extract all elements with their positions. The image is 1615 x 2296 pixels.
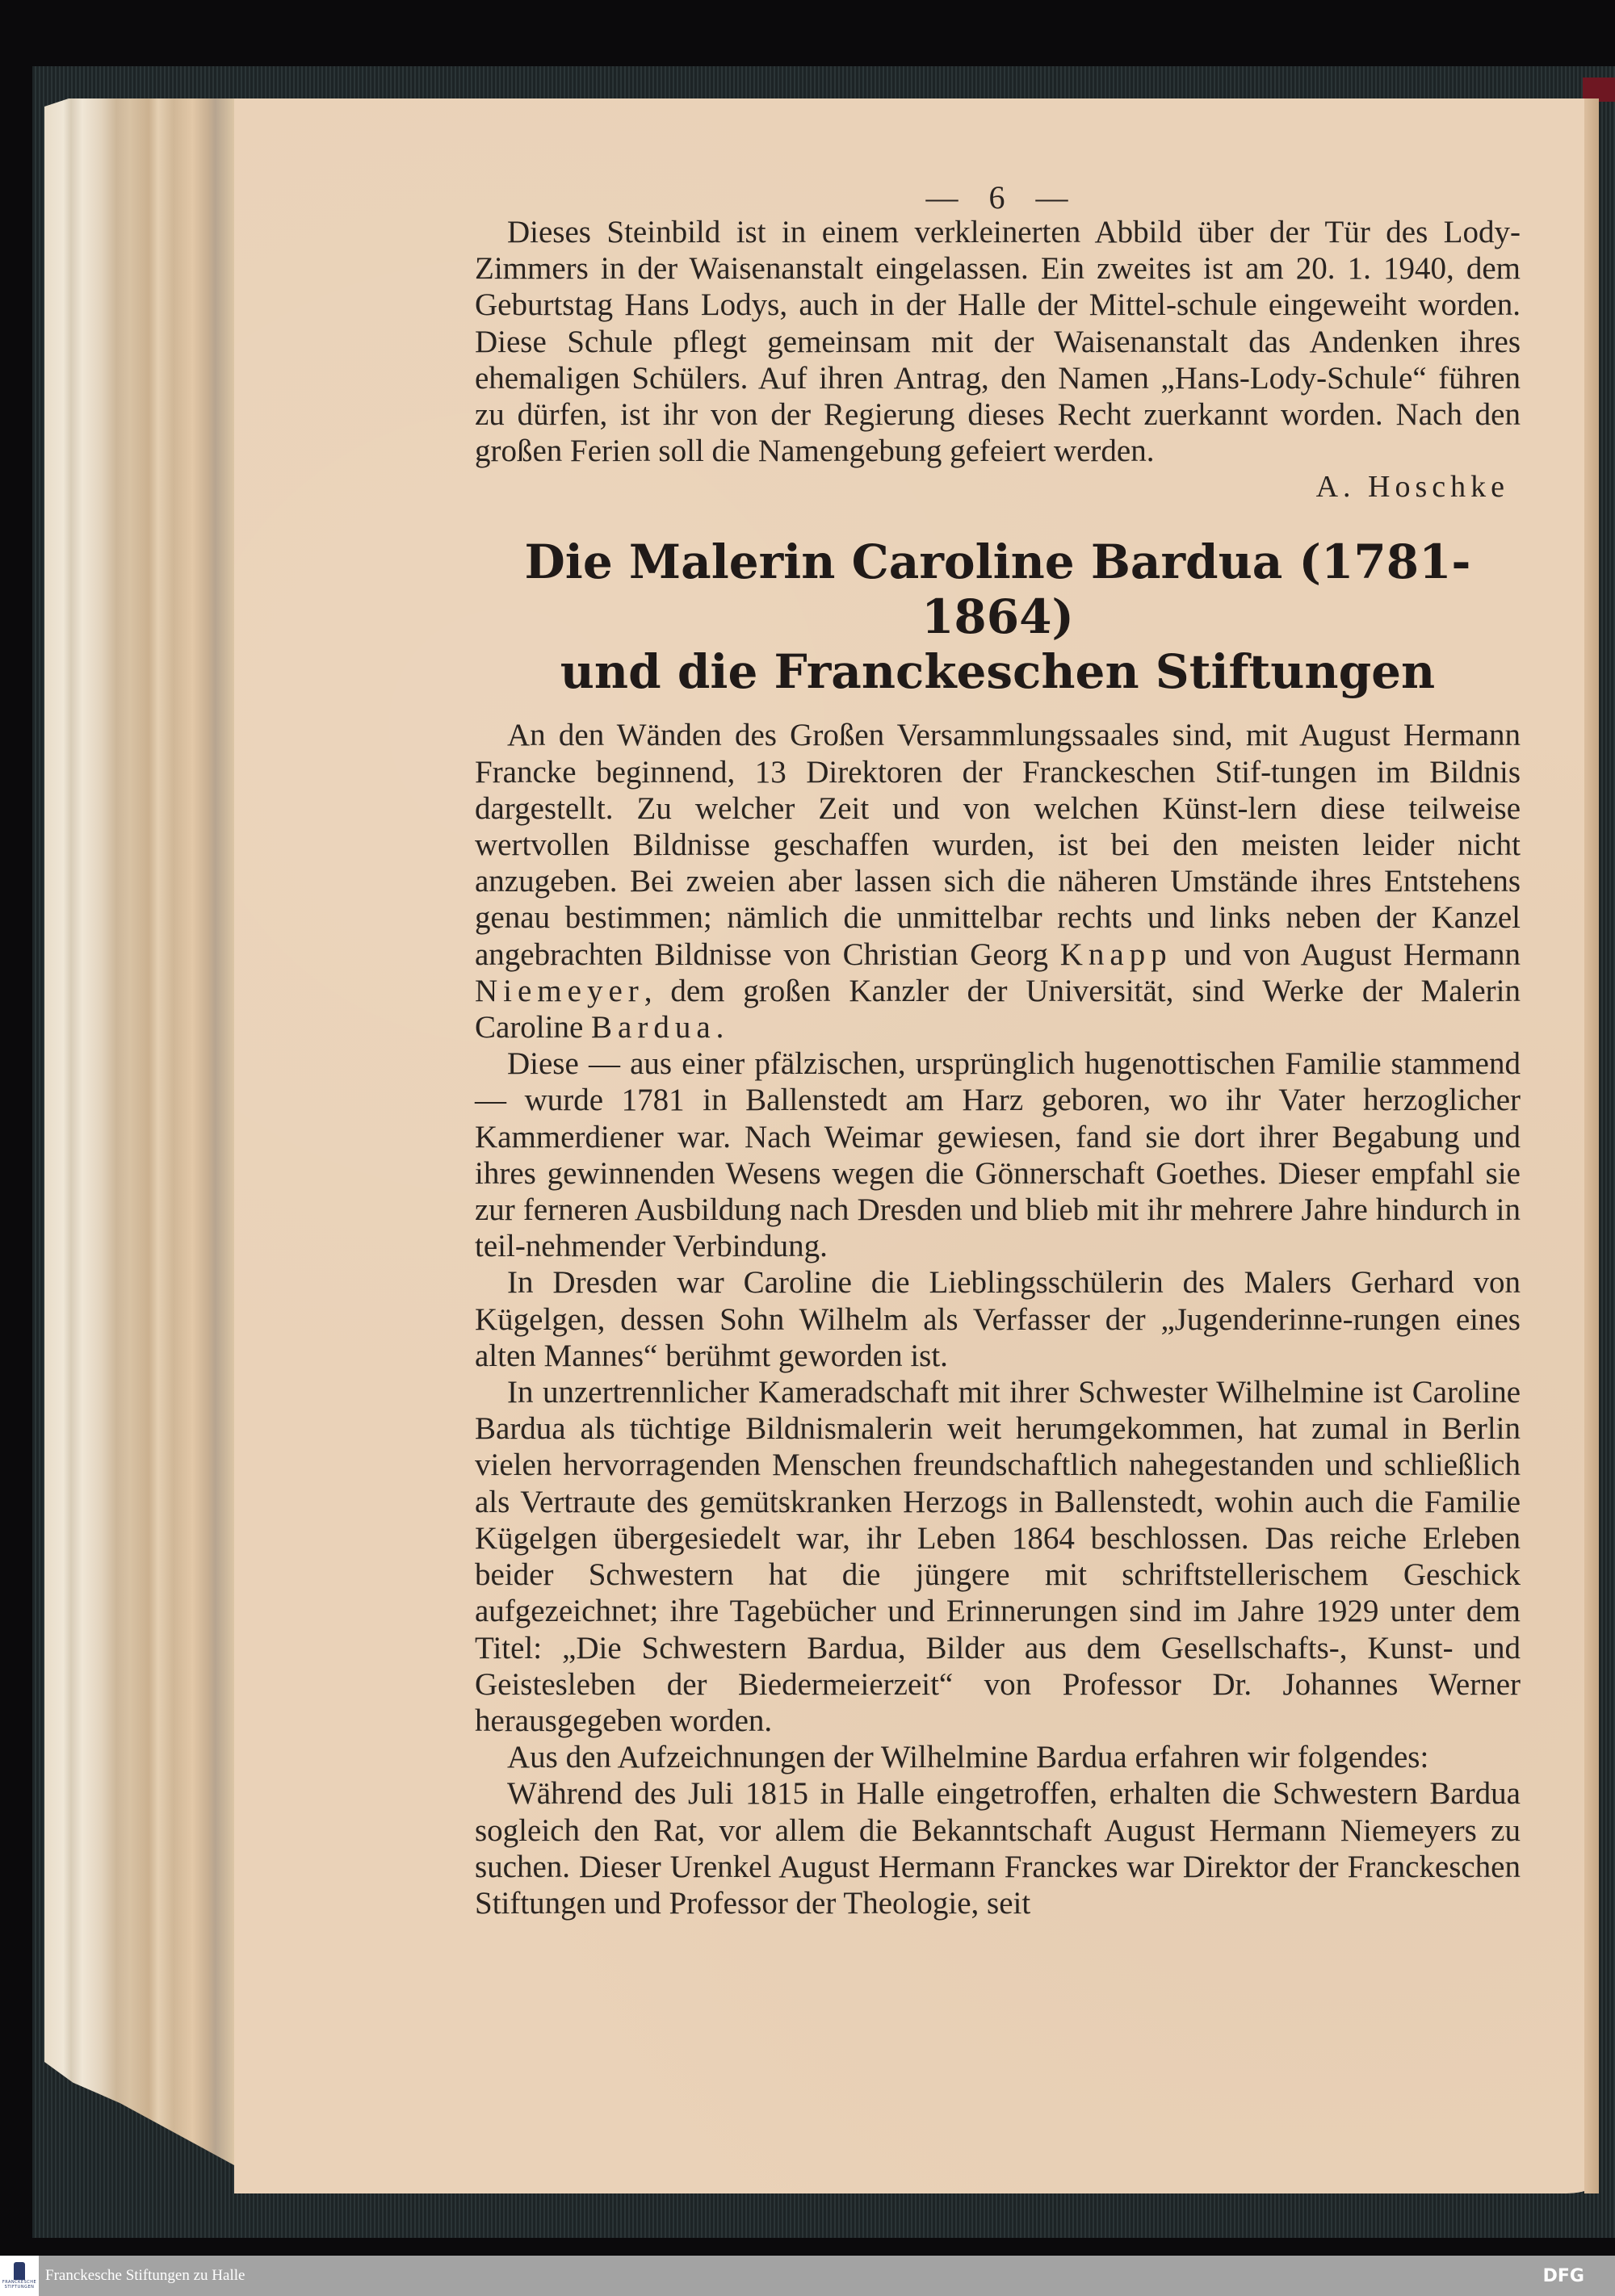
page-gutter (1584, 98, 1599, 2193)
page-number-value: 6 (988, 179, 1007, 216)
page-number-dash-left: — (925, 179, 960, 216)
page-number (475, 179, 1521, 216)
footer-organization: Franckesche Stiftungen zu Halle (45, 2267, 245, 2284)
article-body (475, 717, 1521, 1921)
article-paragraph (475, 1045, 1521, 1264)
page-stack-edges (44, 98, 234, 2165)
paragraph-text: Aus den Aufzeichnungen der Wilhelmine Bardua erfahren wir folgendes: (507, 1740, 1429, 1775)
logo-text-line-1: FRANCKESCHE (2, 2280, 37, 2285)
article-paragraph (475, 1775, 1521, 1921)
paragraph-text: . (715, 1010, 724, 1045)
logo-text-line-2: STIFTUNGEN (4, 2285, 35, 2290)
founder-figure-icon (14, 2262, 25, 2280)
author-signature: A. Hoschke (1315, 470, 1509, 505)
paragraph-text: und von August Hermann (1172, 936, 1521, 972)
paragraph-text: Diese — aus einer pfälzischen, ursprünglich hugenottischen Familie stammend — wurde 1781 in Ballenstedt am Harz geboren, wo ihr Vater herzoglicher Kammerdiener war. Nach Weimar gewiesen, fand sie dort ihrer Begabung und ihres gewinnenden Wesens wegen die Gönnerschaft Goethes. Dieser empfahl sie zur ferneren Ausbildung nach Dresden und blieb mit ihr mehrere Jahre hindurch in teil-nehmender Verbindung. (475, 1046, 1521, 1264)
article-paragraph (475, 717, 1521, 1045)
franckesche-stiftungen-logo (0, 2256, 39, 2296)
emphasized-name: Knapp (1059, 936, 1172, 972)
dfg-logo: DFG (1542, 2265, 1584, 2286)
article-title-line-2: und die Franckeschen Stiftungen (560, 644, 1436, 700)
article-paragraph (475, 1374, 1521, 1739)
article-paragraph (475, 1264, 1521, 1374)
page-number-dash-right: — (1035, 179, 1070, 216)
article-title (475, 534, 1521, 699)
previous-article-paragraph: Dieses Steinbild ist in einem verkleinerten Abbild über der Tür des Lody-Zimmers in der Waisenanstalt eingelassen. Ein zweites ist am 20. 1. 1940, dem Geburtstag Hans Lodys, auch in der Halle der Mittel-schule eingeweiht worden. Diese Schule pflegt gemeinsam mit der Waisenanstalt das Andenken ihres ehemaligen Schülers. Auf ihren Antrag, den Namen „Hans-Lody-Schule“ führen zu dürfen, ist ihr von der Regierung dieses Recht zuerkannt worden. Nach den großen Ferien soll die Namengebung gefeiert werden. (475, 215, 1521, 469)
paragraph-text: In unzertrennlicher Kameradschaft mit ihrer Schwester Wilhelmine ist Caroline Bardua als tüchtige Bildnismalerin weit herumgekommen, hat zumal in Berlin vielen hervorragenden Menschen freundschaftlich nahegestanden und schließlich als Vertraute des gemütskranken Herzogs in Ballenstedt, wohin auch die Familie Kügelgen übergesiedelt war, ihr Leben 1864 beschlossen. Das reiche Erleben beider Schwestern hat die jüngere mit schriftstellerischem Geschick aufgezeichnet; ihre Tagebücher und Erinnerungen sind im Jahre 1929 unter dem Titel: „Die Schwestern Bardua, Bilder aus dem Gesellschafts-, Kunst- und Geistesleben der Biedermeierzeit“ von Professor Dr. Johannes Werner herausgegeben worden. (475, 1375, 1521, 1738)
paragraph-text: In Dresden war Caroline die Lieblingsschülerin des Malers Gerhard von Kügelgen, dessen Sohn Wilhelm als Verfasser der „Jugenderinne-rungen eines alten Mannes“ berühmt geworden ist. (475, 1265, 1521, 1373)
article-paragraph (475, 1739, 1521, 1775)
paragraph-text: , dem großen Kanzler der Universität, sind Werke der Malerin Caroline (475, 973, 1521, 1045)
page-text (475, 179, 1521, 1921)
emphasized-name: Bardua (591, 1010, 716, 1045)
paragraph-text: An den Wänden des Großen Versammlungssaales sind, mit August Hermann Francke beginnend, 13 Direktoren der Franckeschen Stif-tungen im Bildnis dargestellt. Zu welcher Zeit und von welchen Künst-lern diese teilweise wertvollen Bildnisse geschaffen wurden, ist bei den meisten leider nicht anzugeben. Bei zweien aber lassen sich die näheren Umstände ihres Entstehens genau bestimmen; nämlich die unmittelbar rechts und links neben der Kanzel angebrachten Bildnisse von Christian Georg (475, 718, 1521, 972)
footer-bar (0, 2256, 1615, 2296)
emphasized-name: Niemeyer (475, 973, 644, 1008)
paragraph-text: Während des Juli 1815 in Halle eingetroffen, erhalten die Schwestern Bardua sogleich den Rat, vor allem die Bekanntschaft August Hermann Niemeyers zu suchen. Dieser Urenkel August Hermann Franckes war Direktor der Franckeschen Stiftungen und Professor der Theologie, seit (475, 1776, 1521, 1921)
article-title-line-1: Die Malerin Caroline Bardua (1781-1864) (524, 534, 1471, 645)
